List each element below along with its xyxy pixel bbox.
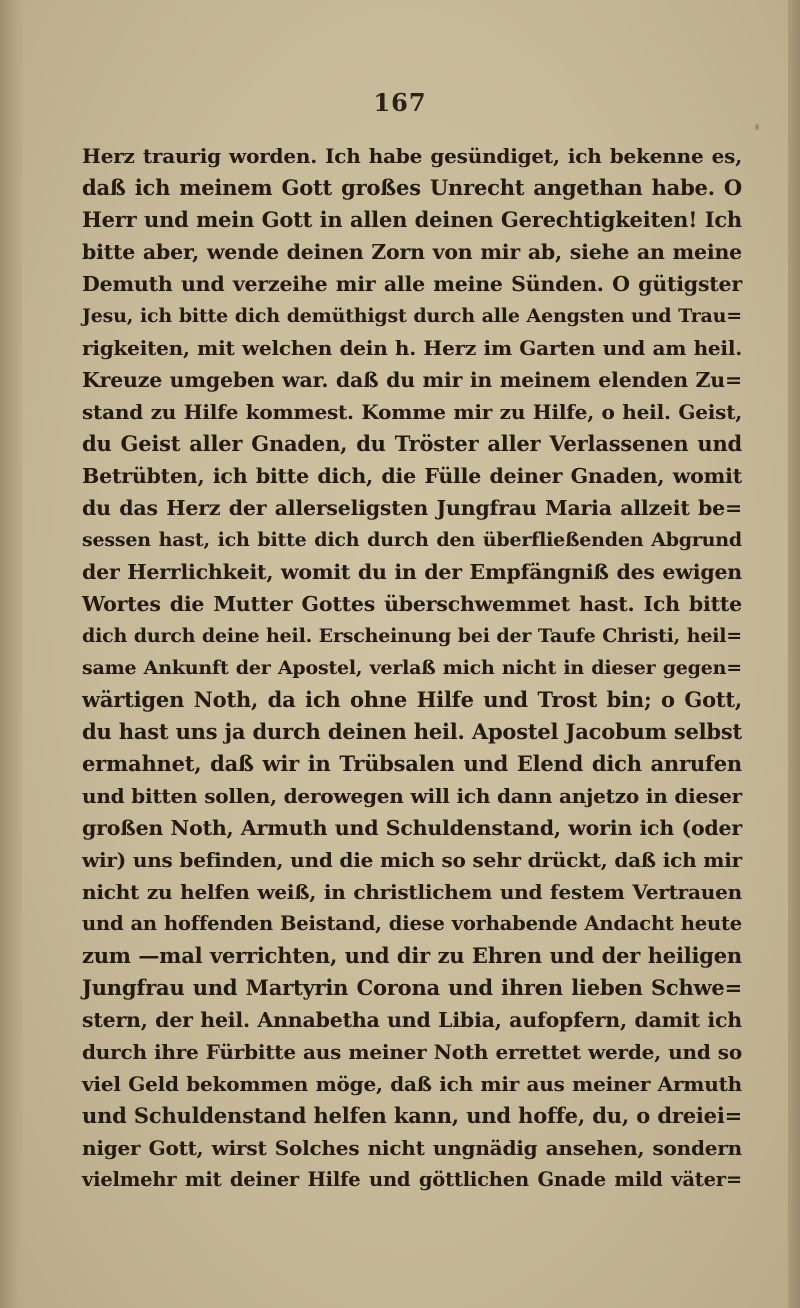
text-line: Demuth und verzeihe mir alle meine Sünden. O gütigster	[82, 272, 742, 296]
text-line: Herr und mein Gott in allen deinen Gerechtigkeiten! Ich	[82, 207, 742, 232]
text-line: bitte aber, wende deinen Zorn von mir ab, siehe an meine	[82, 240, 742, 264]
text-line: dich durch deine heil. Erscheinung bei der Taufe Christi, heil=	[82, 625, 742, 647]
text-line: und Schuldenstand helfen kann, und hoffe, du, o dreiei=	[82, 1103, 742, 1128]
text-line: stern, der heil. Annabetha und Libia, aufopfern, damit ich	[82, 1008, 742, 1032]
text-line: und an hoffenden Beistand, diese vorhabende Andacht heute	[82, 912, 742, 935]
text-line: Jungfrau und Martyrin Corona und ihren lieben Schwe=	[82, 975, 742, 1000]
text-line: vielmehr mit deiner Hilfe und göttlichen Gnade mild väter=	[82, 1168, 742, 1191]
text-line: same Ankunft der Apostel, verlaß mich nicht in dieser gegen=	[82, 657, 742, 679]
text-line: du das Herz der allerseligsten Jungfrau Maria allzeit be=	[82, 496, 742, 520]
text-line: zum —mal verrichten, und dir zu Ehren und der heiligen	[82, 943, 742, 968]
text-line: und bitten sollen, derowegen will ich dann anjetzo in dieser	[82, 784, 742, 808]
text-line: großen Noth, Armuth und Schuldenstand, worin ich (oder	[82, 816, 742, 840]
text-line: Betrübten, ich bitte dich, die Fülle deiner Gnaden, womit	[82, 464, 742, 488]
text-line: nicht zu helfen weiß, in christlichem und festem Vertrauen	[82, 880, 742, 904]
text-line: du Geist aller Gnaden, du Tröster aller Verlassenen und	[82, 431, 742, 456]
text-line: ermahnet, daß wir in Trübsalen und Elend dich anrufen	[82, 751, 742, 776]
body-text	[82, 140, 742, 1196]
text-line: rigkeiten, mit welchen dein h. Herz im Garten und am heil.	[82, 336, 742, 360]
text-line: wir) uns befinden, und die mich so sehr drückt, daß ich mir	[82, 848, 742, 872]
text-line: stand zu Hilfe kommest. Komme mir zu Hilfe, o heil. Geist,	[82, 400, 742, 424]
page-number: 167	[373, 88, 427, 117]
text-line: sessen hast, ich bitte dich durch den überfließenden Abgrund	[82, 529, 742, 551]
text-line: der Herrlichkeit, womit du in der Empfängniß des ewigen	[82, 560, 742, 584]
text-line: wärtigen Noth, da ich ohne Hilfe und Trost bin; o Gott,	[82, 687, 742, 712]
text-line: viel Geld bekommen möge, daß ich mir aus meiner Armuth	[82, 1072, 742, 1096]
text-line: Kreuze umgeben war. daß du mir in meinem elenden Zu=	[82, 368, 742, 392]
text-line: daß ich meinem Gott großes Unrecht angethan habe. O	[82, 175, 742, 200]
text-line: durch ihre Fürbitte aus meiner Noth errettet werde, und so	[82, 1040, 742, 1064]
text-line: niger Gott, wirst Solches nicht ungnädig ansehen, sondern	[82, 1136, 742, 1160]
text-line: Herz traurig worden. Ich habe gesündiget, ich bekenne es,	[82, 144, 742, 168]
paper-blemish	[755, 124, 759, 130]
text-line: Jesu, ich bitte dich demüthigst durch alle Aengsten und Trau=	[82, 305, 742, 327]
text-line: Wortes die Mutter Gottes überschwemmet hast. Ich bitte	[82, 592, 742, 616]
text-line: du hast uns ja durch deinen heil. Apostel Jacobum selbst	[82, 719, 742, 744]
